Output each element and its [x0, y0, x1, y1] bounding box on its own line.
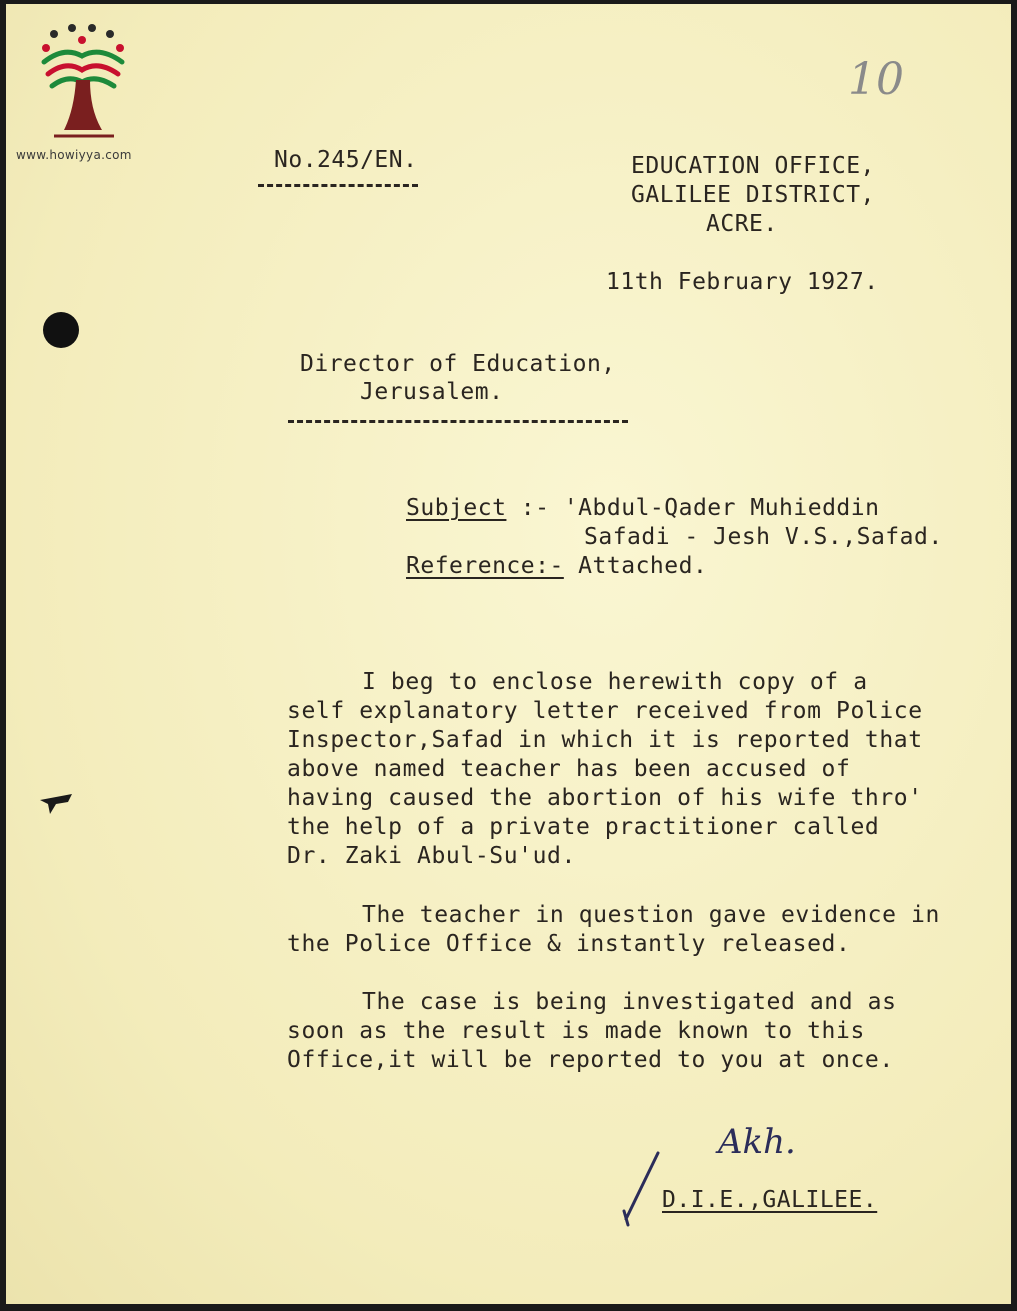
document-page [6, 4, 1011, 1304]
para1-line-5: having caused the abortion of his wife thro' [287, 785, 923, 811]
reference-value: Attached. [563, 553, 708, 579]
reference-label: Reference:- [406, 553, 564, 579]
subject-line-2: Safadi - Jesh V.S.,Safad. [584, 524, 943, 550]
subject-block [406, 494, 879, 523]
para3-line-2: soon as the result is made known to this [287, 1018, 865, 1044]
para1-line-6: the help of a private practitioner called [287, 814, 880, 840]
office-line-2: GALILEE DISTRICT, [631, 182, 875, 208]
para1-line-7: Dr. Zaki Abul-Su'ud. [287, 843, 576, 869]
para3-line-1: The case is being investigated and as [362, 989, 897, 1015]
para1-line-1: I beg to enclose herewith copy of a [362, 669, 868, 695]
page-number-mark: 10 [848, 54, 904, 105]
ink-mark-icon [38, 786, 74, 816]
reference-block [406, 552, 707, 581]
addressee-rule [288, 420, 628, 423]
signature-initials: Akh. [718, 1122, 796, 1162]
para1-line-4: above named teacher has been accused of [287, 756, 851, 782]
addressee-line-2: Jerusalem. [360, 379, 504, 405]
para1-line-3: Inspector,Safad in which it is reported that [287, 727, 923, 753]
letter-date: 11th February 1927. [606, 269, 879, 295]
para1-line-2: self explanatory letter received from Police [287, 698, 923, 724]
office-line-3: ACRE. [706, 211, 778, 237]
office-line-1: EDUCATION OFFICE, [631, 153, 875, 179]
howiyya-logo [34, 20, 134, 148]
punch-hole [43, 312, 79, 348]
para2-line-1: The teacher in question gave evidence in [362, 902, 940, 928]
logo-url-text: www.howiyya.com [16, 148, 132, 162]
addressee-line-1: Director of Education, [300, 351, 616, 377]
para2-line-2: the Police Office & instantly released. [287, 931, 851, 957]
para3-line-3: Office,it will be reported to you at once. [287, 1047, 894, 1073]
subject-separator: :- [506, 495, 564, 521]
subject-line-1: 'Abdul-Qader Muhieddin [563, 495, 880, 521]
reference-rule [258, 184, 418, 187]
subject-label: Subject [406, 495, 507, 521]
reference-number: No.245/EN. [274, 147, 418, 173]
signature-title: D.I.E.,GALILEE. [662, 1187, 878, 1213]
